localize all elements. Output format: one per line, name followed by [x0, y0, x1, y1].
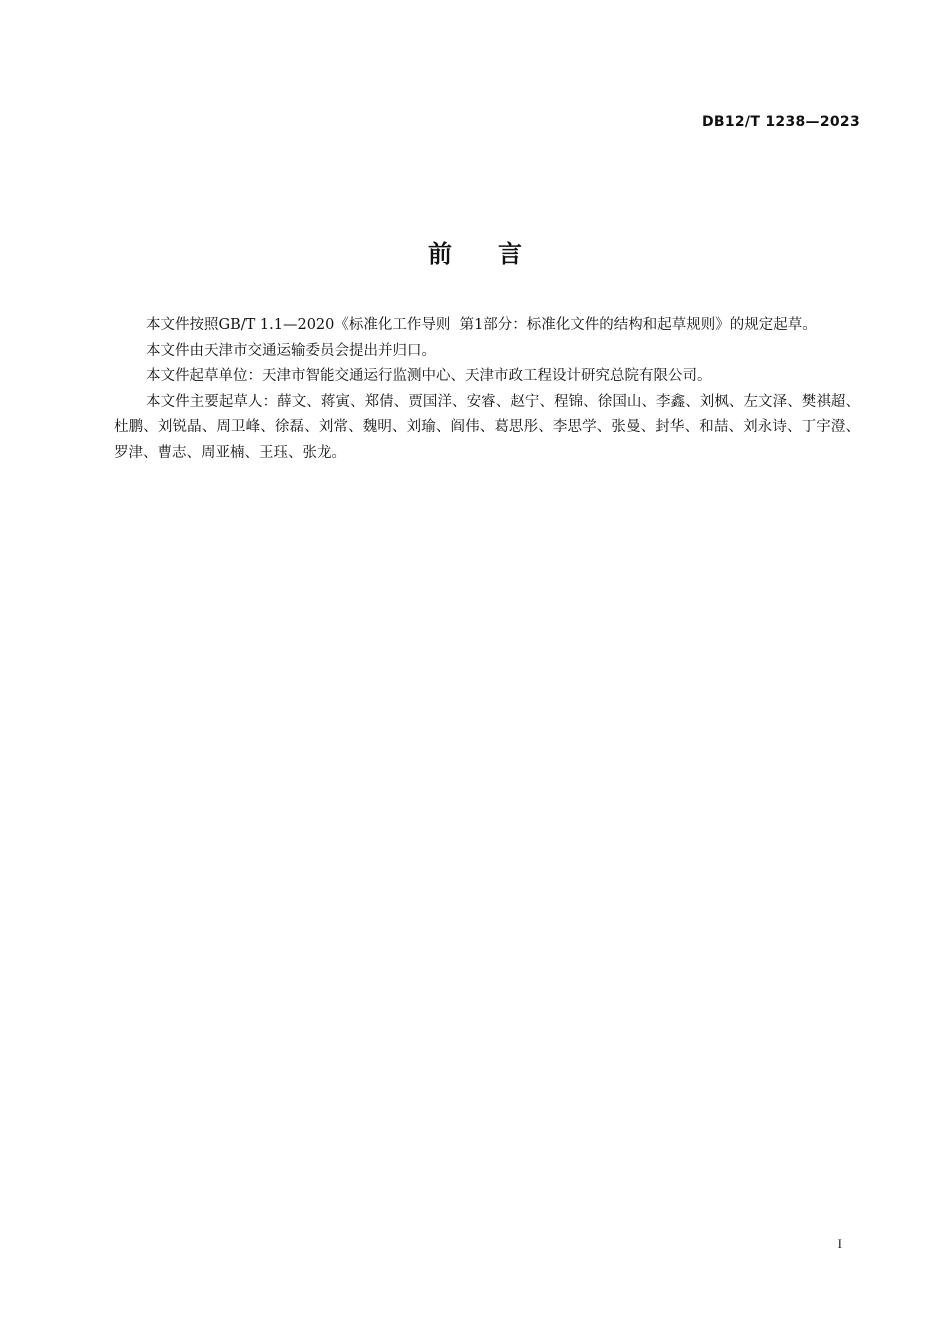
paragraph-drafters: 本文件主要起草人：薛文、蒋寅、郑倩、贾国洋、安睿、赵宁、程锦、徐国山、李鑫、刘枫、左文泽、樊祺超、杜鹏、刘锐晶、周卫峰、徐磊、刘常、魏明、刘瑜、阎伟、葛思彤、李思学、张曼、封华、和喆、刘永诗、丁宇澄、罗津、曹志、周亚楠、王珏、张龙。: [114, 393, 860, 461]
foreword-body: [114, 313, 860, 466]
document-code: DB12/T 1238—2023: [701, 114, 860, 130]
paragraph-drafting-rules: 本文件按照GB/T 1.1—2020《标准化工作导则 第1部分：标准化文件的结构和起草规则》的规定起草。: [146, 317, 817, 333]
page-title: 前言: [428, 240, 568, 268]
paragraph-proposer: 本文件由天津市交通运输委员会提出并归口。: [146, 342, 436, 359]
page-number: I: [837, 1236, 842, 1251]
paragraph-drafting-units: 本文件起草单位：天津市智能交通运行监测中心、天津市政工程设计研究总院有限公司。: [146, 368, 712, 384]
